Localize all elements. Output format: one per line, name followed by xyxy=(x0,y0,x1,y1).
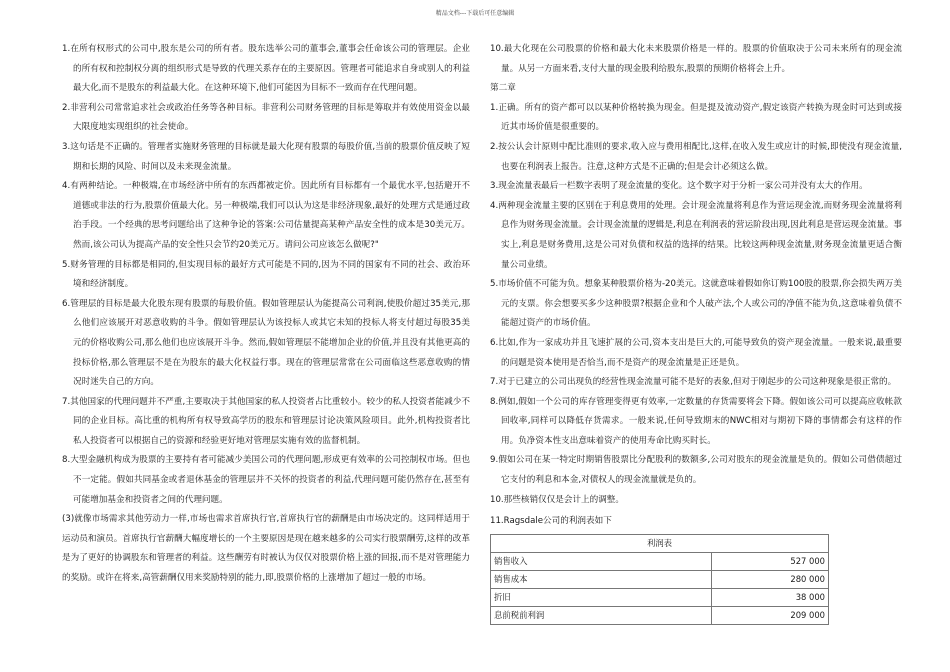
answer-paragraph: 6.比如,作为一家成功并且飞速扩展的公司,资本支出是巨大的,可能导致负的资产现金流量。一般来说,最重要的问题是资本使用是否恰当,而不是资产的现金流量是正还是负。 xyxy=(490,337,902,368)
row-label: 折旧 xyxy=(491,588,712,606)
answer-paragraph: 10.那些核销仅仅是会计上的调整。 xyxy=(490,494,624,505)
table-row xyxy=(491,552,829,570)
table-caption: 11.Ragsdale公司的利润表如下 xyxy=(490,516,612,527)
income-statement-table xyxy=(490,534,829,625)
answer-paragraph: 5.市场价值不可能为负。想象某种股票价格为-20美元。这就意味着假如你订购100股的股票,你会损失两万美元的支票。你会想要买多少这种股票?根据企业和个人破产法,个人或公司的净值不能为负,这意味着负债不能超过资产的市场价值。 xyxy=(490,279,902,329)
answer-paragraph: 1.正确。所有的资产都可以以某种价格转换为现金。但是提及流动资产,假定该资产转换为现金时可达到或接近其市场价值是很重要的。 xyxy=(490,102,902,133)
answer-paragraph: (3)就像市场需求其他劳动力一样,市场也需求首席执行官,首席执行官的薪酬是由市场决定的。这同样适用于运动员和演员。首席执行官薪酬大幅度增长的一个主要原因是现在越来越多的公司实行股票酬劳,这样的改革是为了更好的协调股东和管理者的利益。这些酬劳有时被认为仅仅对股票价格上涨的回报,而不是对管理能力的奖励。或许在将来,高管薪酬仅用来奖励特别的能力,即,股票价格的上涨增加了超过一般的市场。 xyxy=(62,514,470,584)
row-label: 销售成本 xyxy=(491,570,712,588)
answer-paragraph: 4.两种现金流量主要的区别在于利息费用的处理。会计现金流量将利息作为营运现金流,而财务现金流量将利息作为财务现金流量。会计现金流量的逻辑是,利息在利润表的营运阶段出现,因此利息是营运现金流量。事实上,利息是财务费用,这是公司对负债和权益的选择的结果。比较这两种现金流量,财务现金流量更适合衡量公司业绩。 xyxy=(490,200,902,270)
answer-paragraph: 5.财务管理的目标都是相同的,但实现目标的最好方式可能是不同的,因为不同的国家有不同的社会、政治环境和经济制度。 xyxy=(62,259,470,290)
right-column xyxy=(490,40,902,625)
answer-paragraph: 3.这句话是不正确的。管理者实施财务管理的目标就是最大化现有股票的每股价值,当前的股票价值反映了短期和长期的风险、时间以及未来现金流量。 xyxy=(62,141,470,172)
row-label: 息前税前利润 xyxy=(491,606,712,624)
row-label: 销售收入 xyxy=(491,552,712,570)
answer-paragraph: 3.现金流量表最后一栏数字表明了现金流量的变化。这个数字对于分析一家公司并没有太大的作用。 xyxy=(490,181,868,192)
answer-paragraph: 1.在所有权形式的公司中,股东是公司的所有者。股东选举公司的董事会,董事会任命该公司的管理层。企业的所有权和控制权分离的组织形式是导致的代理关系存在的主要原因。管理者可能追求自身或别人的利益最大化,而不是股东的利益最大化。在这种环境下,他们可能因为目标不一致而存在代理问题。 xyxy=(62,44,470,94)
answer-paragraph: 10.最大化现在公司股票的价格和最大化未来股票价格是一样的。股票的价值取决于公司未来所有的现金流量。从另一方面来看,支付大量的现金股利给股东,股票的预期价格将会上升。 xyxy=(490,44,902,74)
table-row xyxy=(491,606,829,624)
table-title-row xyxy=(491,534,829,552)
answer-paragraph: 6.管理层的目标是最大化股东现有股票的每股价值。假如管理层认为能提高公司利润,使股价超过35美元,那么他们应该展开对恶意收购的斗争。假如管理层认为该投标人或其它未知的投标人将支付超过每股35美元的价格收购公司,那么他们也应该展开斗争。然而,假如管理层不能增加企业的价值,并且没有其他更高的投标价格,那么管理层不是在为股东的最大化权益行事。现在的管理层常常在公司面临这些恶意收购的情况时迷失自己的方向。 xyxy=(62,298,470,388)
row-value: 209 000 xyxy=(712,606,829,624)
row-value: 280 000 xyxy=(712,570,829,588)
answer-paragraph: 2.按公认会计原则中配比准则的要求,收入应与费用相配比,这样,在收入发生或应计的时候,即使没有现金流量,也要在利润表上报告。注意,这种方式是不正确的;但是会计必须这么做。 xyxy=(490,141,902,172)
answer-paragraph: 7.对于已建立的公司出现负的经营性现金流量可能不是好的表象,但对于刚起步的公司这种现象是很正常的。 xyxy=(490,377,897,388)
table-row xyxy=(491,588,829,606)
left-column xyxy=(62,40,470,589)
table-title: 利润表 xyxy=(491,534,829,552)
page-header: 精品文档---下载后可任意编辑 xyxy=(435,10,515,17)
answer-paragraph: 2.非营利公司常常追求社会或政治任务等各种目标。非营利公司财务管理的目标是筹取并有效使用资金以最大限度地实现组织的社会使命。 xyxy=(62,102,470,133)
answer-paragraph: 8.例如,假如一个公司的库存管理变得更有效率,一定数量的存货需要将会下降。假如该公司可以提高应收帐款回收率,同样可以降低存货需求。一般来说,任何导致期末的NWC相对与期初下降的事情都会有这样的作用。负净资本性支出意味着资产的使用寿命比购买时长。 xyxy=(490,396,902,446)
table-row xyxy=(491,570,829,588)
answer-paragraph: 9.假如公司在某一特定时期销售股票比分配股利的数额多,公司对股东的现金流量是负的。假如公司借债超过它支付的利息和本金,对债权人的现金流量就是负的。 xyxy=(490,455,902,486)
row-value: 527 000 xyxy=(712,552,829,570)
row-value: 38 000 xyxy=(712,588,829,606)
answer-paragraph: 7.其他国家的代理问题并不严重,主要取决于其他国家的私人投资者占比重较小。较少的私人投资者能减少不同的企业目标。高比重的机构所有权导致高学历的股东和管理层讨论决策风险项目。此外,机构投资者比私人投资者可以根据自己的资源和经验更好地对管理层实施有效的监督机制。 xyxy=(62,396,470,446)
answer-paragraph: 8.大型金融机构成为股票的主要持有者可能减少美国公司的代理问题,形成更有效率的公司控制权市场。但也不一定能。假如共同基金或者退休基金的管理层并不关怀的投资者的利益,代理问题可能仍然存在,甚至有可能增加基金和投资者之间的代理问题。 xyxy=(62,455,470,505)
chapter-heading: 第二章 xyxy=(490,83,516,94)
answer-paragraph: 4.有两种结论。一种极端,在市场经济中所有的东西都被定价。因此所有目标都有一个最优水平,包括避开不道德或非法的行为,股票价值最大化。另一种极端,我们可以认为这是非经济现象,最好的处理方式是通过政治手段。一个经典的思考问题给出了这种争论的答案:公司估量提高某种产品安全性的成本是30美元万。然而,该公司认为提高产品的安全性只会节约20美元万。请问公司应该怎么做呢?" xyxy=(62,181,470,250)
